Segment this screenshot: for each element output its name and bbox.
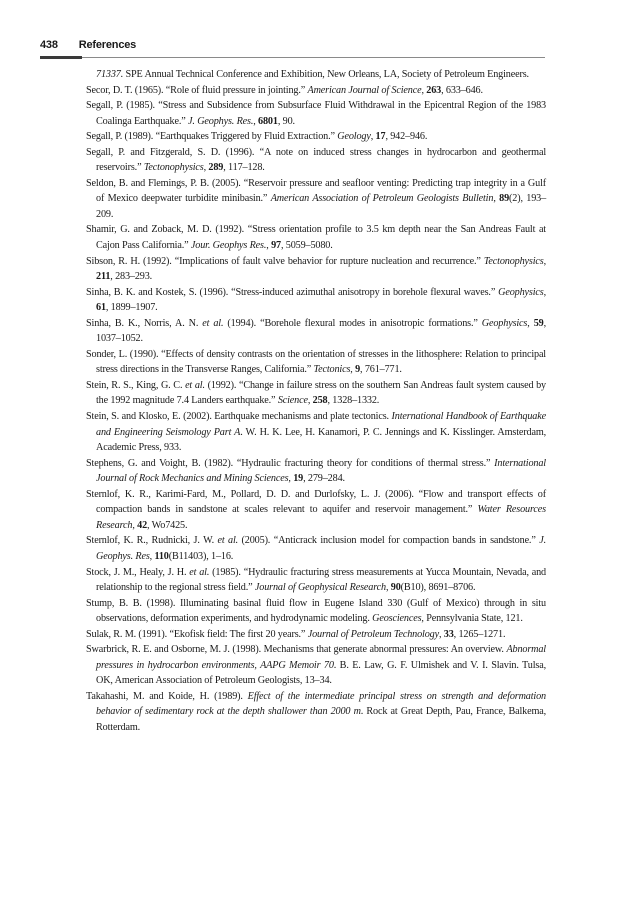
- reference-entry: Takahashi, M. and Koide, H. (1989). Effect of the intermediate principal stress on strength and deformation behavior of sedimentary rock at the depth shallower than 2000 m. Rock at Great Depth, Pau, France, Balkema, Rotterdam.: [86, 690, 546, 733]
- reference-entry: Sulak, R. M. (1991). “Ekofisk field: The first 20 years.” Journal of Petroleum Technology, 33, 1265–1271.: [86, 628, 506, 640]
- reference-entry: Sibson, R. H. (1992). “Implications of fault valve behavior for rupture nucleation and recurrence.” Tectonophysics, 211, 283–293.: [86, 255, 546, 283]
- reference-entry: Sternlof, K. R., Rudnicki, J. W. et al. (2005). “Anticrack inclusion model for compaction bands in sandstone.” J. Geophys. Res, 110(B11403), 1–16.: [86, 535, 546, 562]
- reference-entry: Swarbrick, R. E. and Osborne, M. J. (1998). Mechanisms that generate abnormal pressures: An overview. Abnormal pressures in hydrocarbon environments, AAPG Memoir 70. B. E. Law, G. F. Ulmishek and V. I. Slavin. Tulsa, OK, American Association of Petroleum Geologists, 13–34.: [86, 644, 546, 687]
- reference-entry: Sinha, B. K., Norris, A. N. et al. (1994). “Borehole flexural modes in anisotropic formations.” Geophysics, 59, 1037–1052.: [86, 317, 546, 345]
- reference-entry: Seldon, B. and Flemings, P. B. (2005). “Reservoir pressure and seafloor venting: Predicting trap integrity in a Gulf of Mexico deepwater turbidite minibasin.” American Association of Petroleum Geologists Bulletin, 89(2), 193–209.: [86, 177, 547, 220]
- reference-entry: Stump, B. B. (1998). Illuminating basinal fluid flow in Eugene Island 330 (Gulf of Mexico) through in situ observations, deformation experiments, and hydrodynamic modeling. Geosciences, Pennsylvania State, 121.: [86, 597, 546, 625]
- page-header: [40, 38, 136, 52]
- reference-entry: Stein, S. and Klosko, E. (2002). Earthquake mechanisms and plate tectonics. International Handbook of Earthquake and Engineering Seismology Part A. W. H. K. Lee, H. Kanamori, P. C. Jennings and K. Kisslinger. Amsterdam, Academic Press, 933.: [86, 411, 546, 454]
- reference-entry: 71337. SPE Annual Technical Conference and Exhibition, New Orleans, LA, Society of Petroleum Engineers.: [96, 69, 529, 80]
- reference-entry: Sonder, L. (1990). “Effects of density contrasts on the orientation of stresses in the lithosphere: Relation to principal stress directions in the Transverse Ranges, California.” Tectonics, 9, 761–771.: [86, 348, 546, 376]
- section-title: References: [78, 39, 137, 51]
- page-number: 438: [40, 39, 58, 51]
- reference-entry: Segall, P. and Fitzgerald, S. D. (1996). “A note on induced stress changes in hydrocarbon and geothermal reservoirs.” Tectonophysics, 289, 117–128.: [86, 146, 546, 174]
- reference-entry: Sinha, B. K. and Kostek, S. (1996). “Stress-induced azimuthal anisotropy in borehole flexural waves.” Geophysics, 61, 1899–1907.: [86, 286, 546, 314]
- reference-entry: Segall, P. (1985). “Stress and Subsidence from Subsurface Fluid Withdrawal in the Epicentral Region of the 1983 Coalinga Earthquake.” J. Geophys. Res., 6801, 90.: [86, 100, 546, 127]
- reference-entry: Stein, R. S., King, G. C. et al. (1992). “Change in failure stress on the southern San Andreas fault system caused by the 1992 magnitude 7.4 Landers earthquake.” Science, 258, 1328–1332.: [86, 379, 546, 407]
- reference-entry: Secor, D. T. (1965). “Role of fluid pressure in jointing.” American Journal of Science, 263, 633–646.: [86, 84, 483, 96]
- reference-entry: Stock, J. M., Healy, J. H. et al. (1985). “Hydraulic fracturing stress measurements at Yucca Mountain, Nevada, and relationship to the regional stress field.” Journal of Geophysical Research, 90(B10), 8691–8706.: [86, 566, 547, 594]
- header-rule-thin: [82, 57, 545, 58]
- reference-list: [86, 67, 546, 736]
- reference-entry: Shamir, G. and Zoback, M. D. (1992). “Stress orientation profile to 3.5 km depth near the San Andreas Fault at Cajon Pass California.” Jour. Geophys Res., 97, 5059–5080.: [86, 224, 546, 252]
- reference-entry: Sternlof, K. R., Karimi-Fard, M., Pollard, D. D. and Durlofsky, L. J. (2006). “Flow and transport effects of compaction bands in sandstone at scales relevant to aquifer and reservoir management.” Water Resources Research, 42, Wo7425.: [86, 488, 546, 531]
- header-rule-thick: [40, 56, 82, 59]
- reference-entry: Segall, P. (1989). “Earthquakes Triggered by Fluid Extraction.” Geology, 17, 942–946.: [86, 131, 428, 143]
- reference-entry: Stephens, G. and Voight, B. (1982). “Hydraulic fracturing theory for conditions of thermal stress.” International Journal of Rock Mechanics and Mining Sciences, 19, 279–284.: [86, 457, 546, 485]
